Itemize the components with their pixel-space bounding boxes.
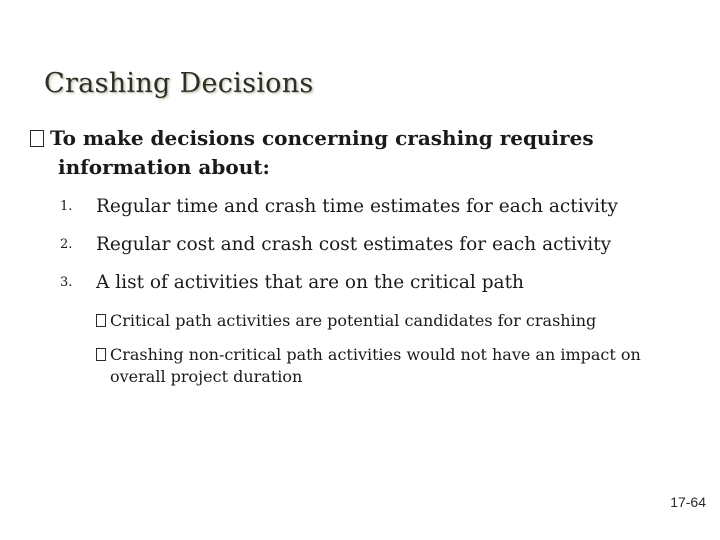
item-number: 2. (60, 237, 73, 252)
numbered-item-3 (60, 272, 524, 293)
item-text: Regular time and crash time estimates for each activity (96, 196, 618, 217)
numbered-item-2 (60, 234, 611, 255)
item-number: 3. (60, 275, 73, 290)
square-bullet-icon (96, 314, 106, 327)
square-bullet-icon (30, 130, 44, 147)
square-bullet-icon (96, 348, 106, 361)
sub-bullet-line1: Critical path activities are potential candidates for crashing (110, 311, 597, 330)
numbered-item-1 (60, 196, 618, 217)
item-text: A list of activities that are on the critical path (96, 272, 524, 293)
item-text: Regular cost and crash cost estimates for each activity (96, 234, 612, 255)
sub-bullet-2 (96, 344, 676, 388)
sub-bullet-line1: Crashing non-critical path activities would not have an impact on (110, 345, 641, 364)
main-bullet-line1: To make decisions concerning crashing requires (50, 126, 594, 150)
main-bullet (30, 124, 670, 182)
sub-bullet-line2: overall project duration (110, 367, 303, 386)
item-number: 1. (60, 199, 73, 214)
main-bullet-line2: information about: (58, 155, 270, 179)
slide-title: Crashing Decisions (44, 68, 314, 99)
sub-bullet-1 (96, 310, 676, 332)
slide-number: 17-64 (670, 494, 706, 510)
